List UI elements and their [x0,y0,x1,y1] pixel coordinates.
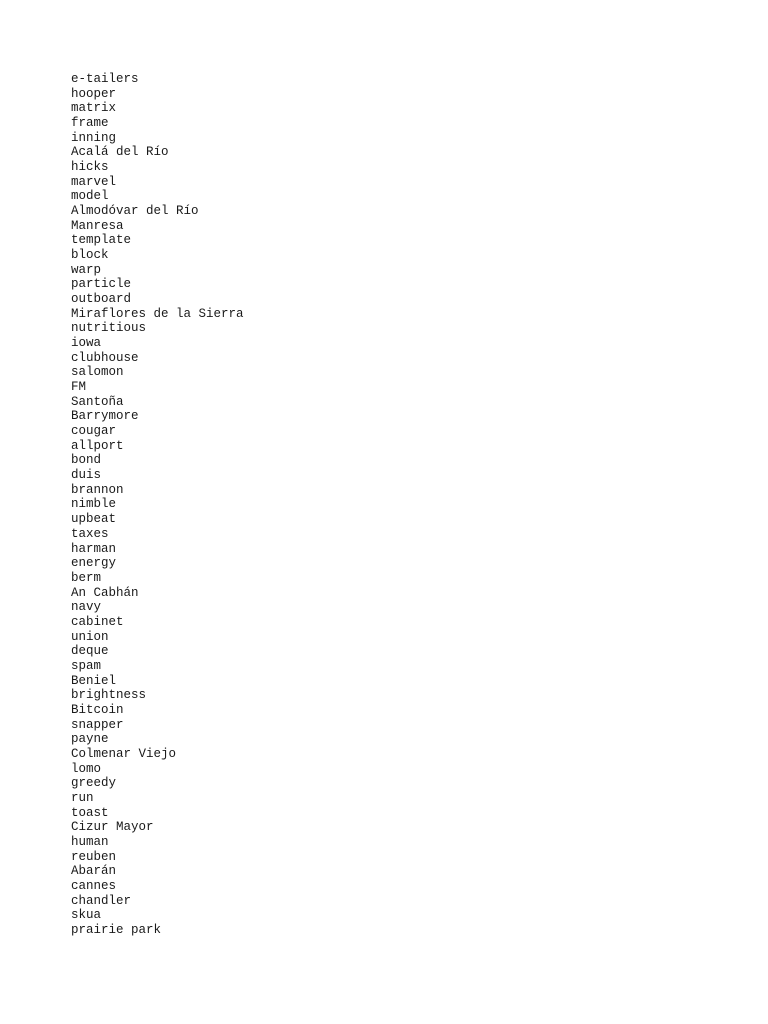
list-item: marvel [71,174,117,189]
list-item: brannon [71,482,124,497]
list-item: frame [71,116,109,131]
list-item: berm [71,570,102,585]
list-item: nimble [71,497,117,512]
list-item: greedy [71,776,117,791]
list-item: human [71,834,109,849]
list-item: warp [71,262,102,277]
list-item: Almodóvar del Río [71,204,199,219]
list-item: Barrymore [71,409,139,424]
list-item: run [71,790,94,805]
list-item: upbeat [71,512,117,527]
list-item: snapper [71,717,124,732]
list-item: deque [71,644,109,659]
list-item: e-tailers [71,72,139,86]
word-list [71,72,244,938]
list-item: cougar [71,424,117,439]
list-item: energy [71,556,117,571]
list-item: allport [71,438,124,453]
list-item: lomo [71,761,102,776]
list-item: An Cabhán [71,585,139,600]
list-item: Santoña [71,394,124,409]
list-item: toast [71,805,109,820]
list-item: Acalá del Río [71,145,169,160]
list-item: template [71,233,132,248]
list-item: nutritious [71,321,147,336]
list-item: clubhouse [71,350,139,365]
list-item: inning [71,130,117,145]
list-item: hicks [71,160,109,175]
list-item: spam [71,658,102,673]
list-item: navy [71,600,102,615]
list-item: cannes [71,878,117,893]
list-item: bond [71,453,102,468]
list-item: cabinet [71,614,124,629]
list-item: chandler [71,893,132,908]
list-item: prairie park [71,922,162,937]
list-item: block [71,248,109,263]
list-item: payne [71,732,109,747]
list-item: Bitcoin [71,702,124,717]
list-item: model [71,189,109,204]
list-item: union [71,629,109,644]
list-item: Beniel [71,673,117,688]
list-item: FM [71,380,87,395]
list-item: outboard [71,292,132,307]
list-item: salomon [71,365,124,380]
list-item: harman [71,541,117,556]
list-item: iowa [71,336,102,351]
list-item: Manresa [71,218,124,233]
list-item: Abarán [71,864,117,879]
list-item: duis [71,468,102,483]
list-item: Miraflores de la Sierra [71,306,244,321]
list-item: skua [71,908,102,923]
list-item: taxes [71,526,109,541]
list-item: reuben [71,849,117,864]
list-item: brightness [71,688,147,703]
list-item: matrix [71,101,117,116]
list-item: particle [71,277,132,292]
list-item: Cizur Mayor [71,820,154,835]
list-item: hooper [71,86,117,101]
list-item: Colmenar Viejo [71,746,177,761]
